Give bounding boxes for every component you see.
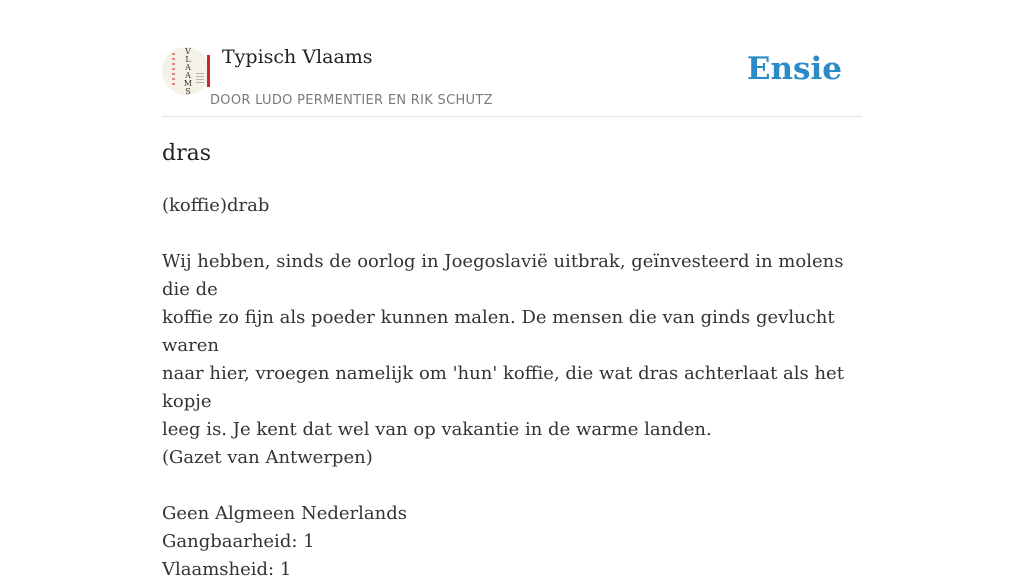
example-line: leeg is. Je kent dat wel van op vakantie in de warme landen. (162, 419, 712, 440)
blog-title[interactable]: Typisch Vlaams (222, 46, 373, 68)
byline: DOOR LUDO PERMENTIER EN RIK SCHUTZ (210, 93, 493, 108)
example-line: naar hier, vroegen namelijk om 'hun' koffie, die wat dras achterlaat als het kopje (162, 363, 844, 412)
definition: (koffie)drab (162, 195, 270, 216)
logo-red-edge (207, 55, 210, 87)
example-line: koffie zo fijn als poeder kunnen malen. De mensen die van ginds gevlucht waren (162, 307, 835, 356)
blog-logo[interactable] (162, 47, 210, 95)
example-line: Wij hebben, sinds de oorlog in Joegoslavië uitbrak, geïnvesteerd in molens die de (162, 251, 844, 300)
headword: dras (162, 141, 212, 166)
entry-body (162, 192, 862, 584)
vlaamsheid: Vlaamsheid: 1 (162, 559, 292, 580)
logo-side-stripe (172, 53, 175, 87)
logo-letters: V L A A M S (183, 47, 193, 96)
logo-small-text (196, 73, 204, 83)
header (162, 0, 862, 117)
brand-logo[interactable]: Ensie (746, 51, 842, 87)
page (162, 0, 862, 580)
register-label: Geen Algmeen Nederlands (162, 503, 407, 524)
example-source: (Gazet van Antwerpen) (162, 447, 373, 468)
gangbaarheid: Gangbaarheid: 1 (162, 531, 315, 552)
